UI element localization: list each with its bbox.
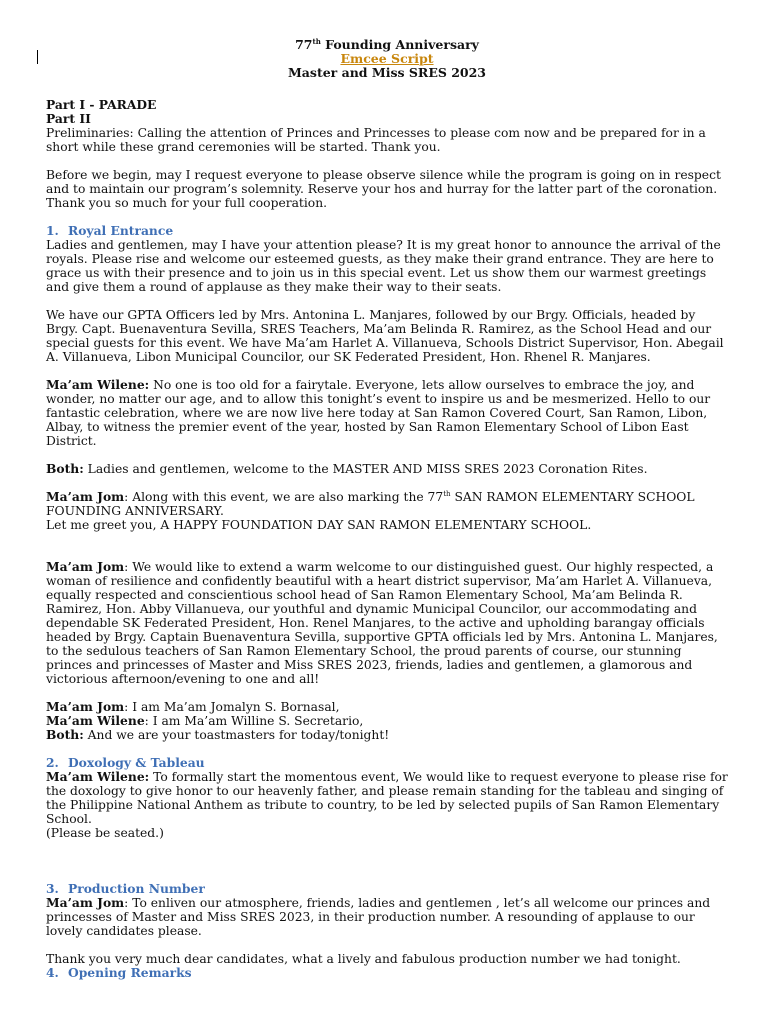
preliminaries-paragraph: Preliminaries: Calling the attention of Princes and Princesses to please com now and be prepared for in a short while these grand ceremonies will be started. Thank you. [46, 126, 706, 154]
event-title: Master and Miss SRES 2023 [287, 65, 487, 80]
intro-wilene-line: Ma’am Wilene: I am Ma’am Willine S. Secretario, [46, 713, 364, 728]
intro-both-line: Both: And we are your toastmasters for today/tonight! [46, 727, 390, 742]
please-be-seated-note: (Please be seated.) [46, 826, 164, 840]
script-subtitle: Emcee Script [340, 51, 434, 66]
document-page [46, 38, 728, 980]
both-welcome-line: Both: Ladies and gentlemen, welcome to the MASTER AND MISS SRES 2023 Coronation Rites. [46, 461, 648, 476]
text-cursor [37, 50, 38, 64]
section-royal-entrance: 1. Royal Entrance [46, 223, 174, 238]
foundation-day-greeting: Let me greet you, A HAPPY FOUNDATION DAY SAN RAMON ELEMENTARY SCHOOL. [46, 518, 592, 532]
section-opening-remarks: 4. Opening Remarks [46, 965, 192, 980]
royal-entrance-paragraph-2: We have our GPTA Officers led by Mrs. Antonina L. Manjares, followed by our Brgy. Officials, headed by Brgy. Capt. Buenaventura Sevilla, SRES Teachers, Ma’am Belinda R. Ramirez, as the School Head and our special guests for this event. We have Ma’am Harlet A. Villanueva, Schools District Supervisor, Hon. Abegail A. Villanueva, Libon Municipal Councilor, our SK Federated President, Hon. Rhenel R. Manjares. [46, 308, 724, 364]
document-header [46, 38, 728, 80]
part-2-heading: Part II [46, 111, 91, 126]
jom-anniversary-line: Ma’am Jom: Along with this event, we are also marking the 77th SAN RAMON ELEMENTARY SCHOOL FOUNDING ANNIVERSARY. [46, 489, 695, 518]
before-we-begin-paragraph: Before we begin, may I request everyone to please observe silence while the program is going on in respect and to maintain our program’s solemnity. Reserve your hos and hurray for the latter part of the coronation. Thank you so much for your full cooperation. [46, 168, 721, 210]
section-production-number: 3. Production Number [46, 881, 205, 896]
part-1-heading: Part I - PARADE [46, 97, 157, 112]
intro-jom-line: Ma’am Jom: I am Ma’am Jomalyn S. Bornasal, [46, 699, 340, 714]
anniversary-title: 77th Founding Anniversary [295, 37, 479, 52]
royal-entrance-paragraph-1: Ladies and gentlemen, may I have your attention please? It is my great honor to announce the arrival of the royals. Please rise and welcome our esteemed guests, as they make their grand entrance. They are here to grace us with their presence and to join us in this special event. Let us show them our warmest greetings and give them a round of applause as they make their way to their seats. [46, 238, 721, 294]
wilene-fairytale-line: Ma’am Wilene: No one is too old for a fairytale. Everyone, lets allow ourselves to embrace the joy, and wonder, no matter our age, and to allow this tonight’s event to inspire us and be mesmerized. Hello to our fantastic celebration, where we are now live here today at San Ramon Covered Court, San Ramon, Libon, Albay, to witness the premier event of the year, hosted by San Ramon Elementary School of Libon East District. [46, 377, 711, 448]
production-paragraph: Ma’am Jom: To enliven our atmosphere, friends, ladies and gentlemen , let’s all welcome our princes and princesses of Master and Miss SRES 2023, in their production number. A resounding of applause to our lovely candidates please. [46, 895, 711, 938]
production-thanks-line: Thank you very much dear candidates, what a lively and fabulous production number we had tonight. [46, 952, 681, 966]
jom-welcome-guests-line: Ma’am Jom: We would like to extend a warm welcome to our distinguished guest. Our highly respected, a woman of resilience and confidently beautiful with a heart district supervisor, Ma’am Harlet A. Villanueva, equally respected and conscientious school head of San Ramon Elementary School, Ma’am Belinda R. Ramirez, Hon. Abby Villanueva, our youthful and dynamic Municipal Councilor, our accommodating and dependable SK Federated President, Hon. Renel Manjares, to the active and upholding barangay officials headed by Brgy. Captain Buenaventura Sevilla, supportive GPTA officials led by Mrs. Antonina L. Manjares, to the sedulous teachers of San Ramon Elementary School, the proud parents of course, our stunning princes and princesses of Master and Miss SRES 2023, friends, ladies and gentlemen, a glamorous and victorious afternoon/evening to one and all! [46, 559, 718, 686]
section-doxology-tableau: 2. Doxology & Tableau [46, 755, 205, 770]
doxology-paragraph: Ma’am Wilene: To formally start the momentous event, We would like to request everyone to please rise for the doxology to give honor to our heavenly father, and please remain standing for the tableau and singing of the Philippine National Anthem as tribute to country, to be led by selected pupils of San Ramon Elementary School. [46, 769, 728, 826]
